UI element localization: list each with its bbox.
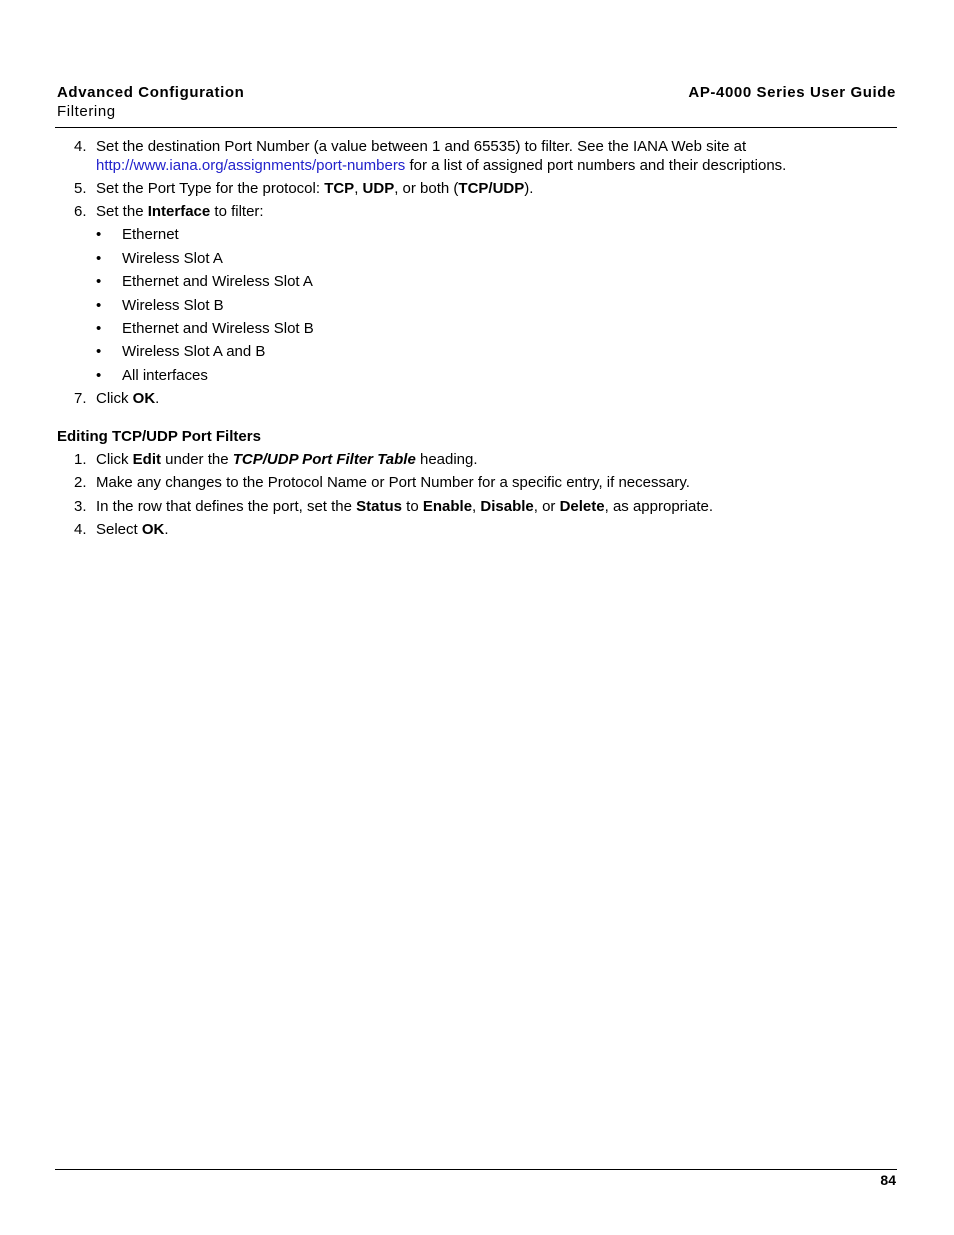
list-item-label: Wireless Slot A and B <box>122 343 266 360</box>
iana-port-numbers-link[interactable]: http://www.iana.org/assignments/port-numbers <box>96 157 406 174</box>
step-text: ). <box>524 180 534 197</box>
step-number: 5. <box>74 180 87 197</box>
bullet-icon: • <box>96 250 102 267</box>
header-guide-title: AP-4000 Series User Guide <box>688 84 896 101</box>
step-text: under the <box>161 451 233 468</box>
keyword-udp: UDP <box>362 180 395 197</box>
step-number: 2. <box>74 474 87 491</box>
bullet-icon: • <box>96 320 102 337</box>
list-item-label: Ethernet <box>122 226 179 243</box>
keyword-enable: Enable <box>422 498 473 515</box>
step-text: . <box>155 390 160 407</box>
step-text: Set the <box>96 203 148 220</box>
header-subsection-title: Filtering <box>57 103 116 120</box>
keyword-table-name: TCP/UDP Port Filter Table <box>232 451 416 468</box>
step-text: Select <box>96 521 142 538</box>
page-number: 84 <box>880 1172 896 1188</box>
step-text: , or <box>533 498 560 515</box>
step-number: 1. <box>74 451 87 468</box>
step-text: Set the destination Port Number (a value between 1 and 65535) to filter. See the IANA Web site at <box>96 138 747 155</box>
step-number: 4. <box>74 138 87 155</box>
keyword-ok: OK <box>141 521 165 538</box>
step-text: heading. <box>415 451 478 468</box>
bullet-icon: • <box>96 297 102 314</box>
step-number: 4. <box>74 521 87 538</box>
step-text: Click <box>96 390 133 407</box>
step-text: , <box>472 498 481 515</box>
list-item-label: Ethernet and Wireless Slot B <box>122 320 314 337</box>
step-number: 3. <box>74 498 87 515</box>
step-text: Set the Port Type for the protocol: <box>96 180 325 197</box>
keyword-status: Status <box>356 498 402 515</box>
list-item-label: Ethernet and Wireless Slot A <box>122 273 313 290</box>
keyword-delete: Delete <box>559 498 605 515</box>
keyword-tcp: TCP <box>324 180 355 197</box>
step-text: , <box>354 180 363 197</box>
step-text: . <box>164 521 169 538</box>
list-item-label: Wireless Slot A <box>122 250 223 267</box>
step-text: Make any changes to the Protocol Name or Port Number for a specific entry, if necessary. <box>96 474 690 491</box>
bullet-icon: • <box>96 226 102 243</box>
step-text: Click <box>96 451 133 468</box>
footer-divider <box>55 1169 897 1170</box>
step-text: for a list of assigned port numbers and their descriptions. <box>405 157 787 174</box>
step-text: In the row that defines the port, set the <box>96 498 357 515</box>
step-text: to <box>402 498 423 515</box>
step-number: 7. <box>74 390 87 407</box>
bullet-icon: • <box>96 367 102 384</box>
step-text: , or both ( <box>394 180 459 197</box>
bullet-icon: • <box>96 273 102 290</box>
list-item-label: Wireless Slot B <box>122 297 224 314</box>
list-item-label: All interfaces <box>122 367 208 384</box>
header-section-title: Advanced Configuration <box>57 84 245 101</box>
keyword-edit: Edit <box>132 451 162 468</box>
keyword-interface: Interface <box>147 203 211 220</box>
step-text: , as appropriate. <box>604 498 714 515</box>
step-text: to filter: <box>210 203 264 220</box>
section-heading: Editing TCP/UDP Port Filters <box>57 428 261 445</box>
keyword-disable: Disable <box>480 498 534 515</box>
keyword-ok: OK <box>132 390 156 407</box>
step-number: 6. <box>74 203 87 220</box>
header-divider <box>55 127 897 128</box>
bullet-icon: • <box>96 343 102 360</box>
keyword-tcp-udp: TCP/UDP <box>458 180 525 197</box>
